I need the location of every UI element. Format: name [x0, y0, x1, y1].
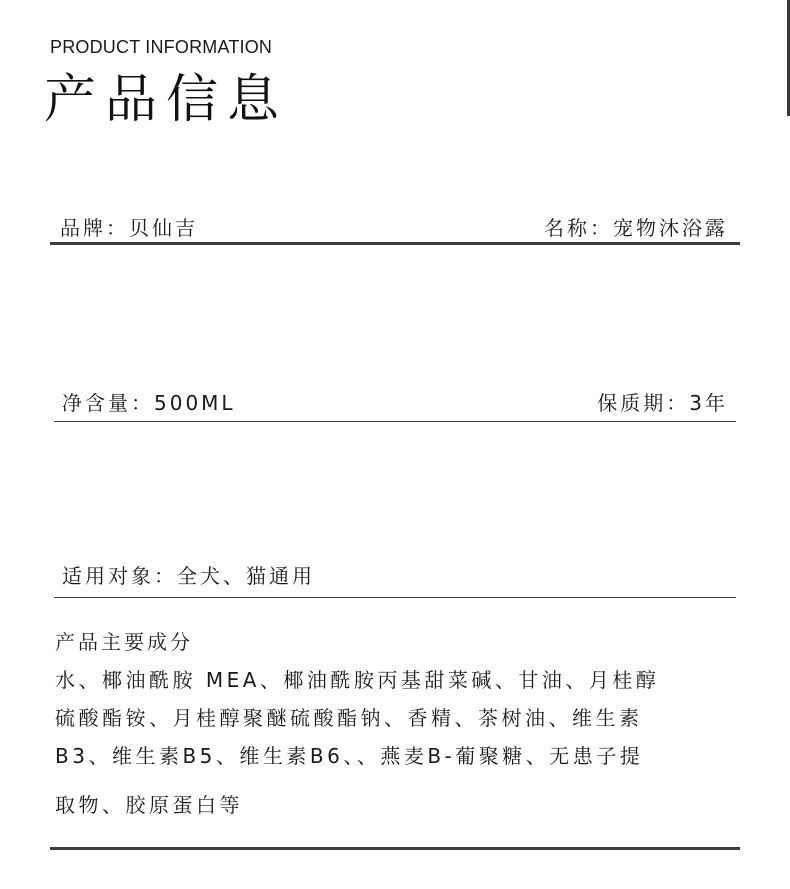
- section-subtitle: PRODUCT INFORMATION: [50, 37, 273, 57]
- divider-2: [54, 421, 736, 422]
- page-title: 产品信息: [44, 70, 289, 130]
- ingredients-heading: 产品主要成分: [55, 630, 193, 654]
- shelf-life-text: 保质期：3年: [597, 391, 728, 415]
- ingredients-line: 水、椰油酰胺 MEA、椰油酰胺丙基甜菜碱、甘油、月桂醇: [55, 668, 660, 692]
- divider-thick-1: [50, 242, 740, 245]
- ingredients-line: B3、维生素B5、维生素B6、、燕麦B-葡聚糖、无患子提: [55, 744, 644, 768]
- applicable-text: 适用对象：全犬、猫通用: [62, 564, 315, 588]
- ingredients-line: 硫酸酯铵、月桂醇聚醚硫酸酯钠、香精、茶树油、维生素: [55, 706, 643, 730]
- divider-3: [54, 597, 736, 598]
- divider-thick-bottom: [50, 847, 740, 850]
- product-name-text: 名称：宠物沐浴露: [544, 216, 728, 240]
- brand-text: 品牌：贝仙吉: [60, 216, 198, 240]
- net-content-text: 净含量：500ML: [62, 391, 236, 415]
- ingredients-line: 取物、胶原蛋白等: [55, 793, 243, 817]
